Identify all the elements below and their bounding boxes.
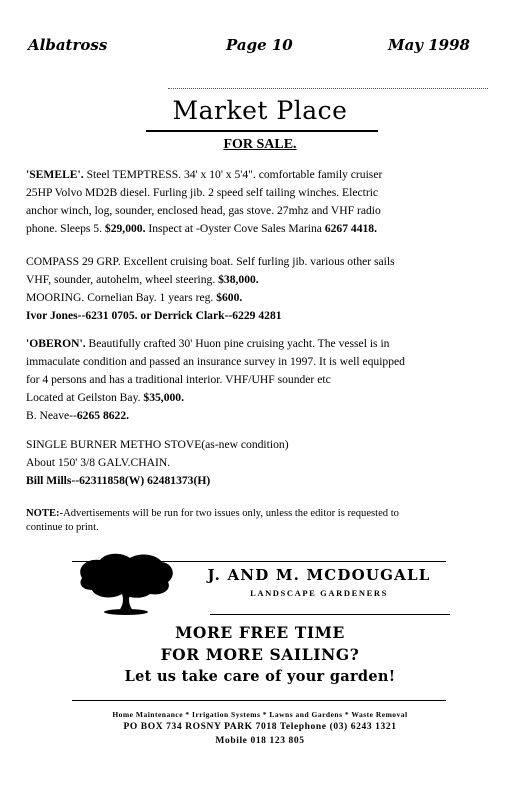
dotted-divider (168, 88, 488, 89)
advert-slogan-2: FOR MORE SAILING? (160, 645, 360, 664)
ad-semele: 'SEMELE'. Steel TEMPTRESS. 34' x 10' x 5'4". comfortable family cruiser 25HP Volvo MD2B diesel. Furling jib. 2 speed self tailing winches. Electric anchor winch, log, sounder, enclosed head, gas stove. 27mhz and VHF radio phone. Sleeps 5. $29,000. Inspect at -Oyster Cove Sales Marina 6267 4418. (26, 168, 383, 235)
price: $35,000. (143, 391, 184, 404)
advertiser-name: J. AND M. MCDOUGALL (207, 566, 431, 584)
advert-slogan-1: MORE FREE TIME (175, 623, 345, 642)
phone: 6267 4418. (324, 222, 377, 235)
advert-bottom-rule (72, 700, 446, 701)
tree-icon (76, 550, 176, 616)
ad-compass: COMPASS 29 GRP. Excellent cruising boat. Self furling jib. various other sails VHF, sounder, autohelm, wheel steering. $38,000. MOORING. Cornelian Bay. 1 years reg. $600. Ivor Jones--6231 0705. or Derrick Clark--6229 4281 (26, 253, 494, 325)
section-heading: FOR SALE. (223, 137, 297, 152)
page-header (28, 36, 492, 60)
note: NOTE:-Advertisements will be run for two issues only, unless the editor is requested to continue to print. (26, 508, 399, 533)
contact: Ivor Jones--6231 0705. or Derrick Clark--6229 4281 (26, 309, 282, 322)
price: $29,000. (104, 222, 146, 235)
advert-slogan-3: Let us take care of your garden! (124, 668, 396, 685)
phone: 6265 8622. (76, 409, 130, 422)
boat-name: 'SEMELE'. (26, 168, 84, 181)
page-number: Page 10 (226, 36, 293, 54)
contact: Bill Mills--62311858(W) 62481373(H) (26, 474, 211, 487)
advert-inner-rule (210, 614, 450, 615)
page-title: Market Place (172, 96, 348, 125)
ad-oberon: 'OBERON'. Beautifully crafted 30' Huon pine cruising yacht. The vessel is in immaculate condition and passed an insurance survey in 1997. It is well equipped for 4 persons and has a traditional interior. VHF/UHF sounder etc Located at Geilston Bay. $35,000. B. Neave--6265 8622. (26, 337, 405, 422)
boat-name: 'OBERON'. (26, 337, 86, 350)
advertiser-subtitle: LANDSCAPE GARDENERS (250, 588, 388, 598)
note-label: NOTE:- (26, 508, 64, 519)
advert-mobile: Mobile 018 123 805 (215, 736, 305, 746)
issue-date: May 1998 (387, 36, 470, 54)
price: $38,000. (218, 273, 259, 286)
ad-stove: SINGLE BURNER METHO STOVE(as-new condition) About 150' 3/8 GALV.CHAIN. Bill Mills--62311858(W) 62481373(H) (26, 436, 494, 490)
price: $600. (216, 291, 243, 304)
advert-address: PO BOX 734 ROSNY PARK 7018 Telephone (03) 6243 1321 (123, 722, 397, 732)
title-underline (146, 130, 378, 132)
advert-services: Home Maintenance * Irrigation Systems * Lawns and Gardens * Waste Removal (112, 710, 408, 719)
newsletter-name: Albatross (28, 36, 108, 54)
